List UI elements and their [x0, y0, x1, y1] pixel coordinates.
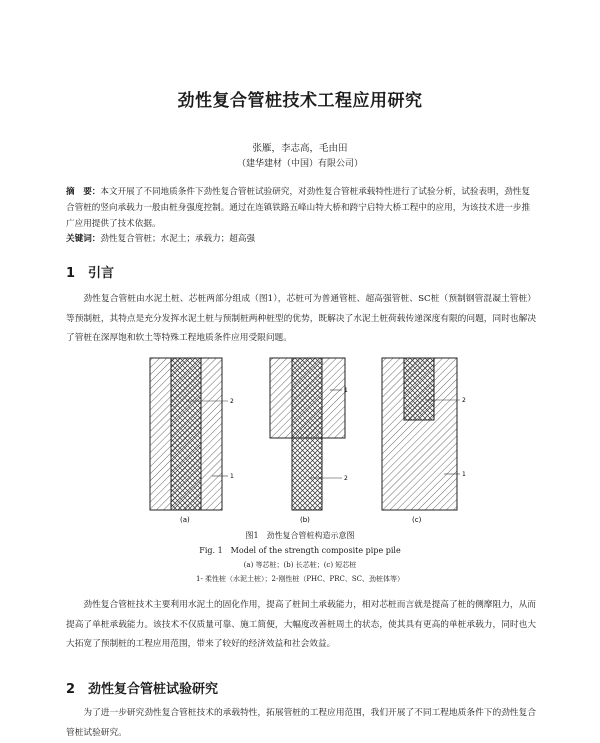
section-1-heading [66, 262, 114, 281]
paper-authors: 张雁，李志高，毛由田 [252, 143, 348, 154]
keywords-text: 劲性复合管桩；水泥土；承载力；超高强 [100, 234, 256, 244]
abstract-text: 本文开展了不同地质条件下劲性复合管桩试验研究，对劲性复合管桩承载特性进行了试验分析，试验表明，劲性复合管桩的竖向承载力一般由桩身强度控制。通过在连镇铁路五峰山特大桥和跨宁启特大桥工程中的应用，为该技术进一步推广应用提供了技术依据。 [66, 187, 531, 229]
core-pile-a [171, 358, 201, 510]
callout-2-b: 2 [344, 475, 348, 482]
abstract [66, 184, 536, 232]
section-2-heading [66, 678, 218, 697]
figure-1 [120, 348, 480, 526]
section-1-paragraph-2: 劲性复合管桩技术主要利用水泥土的固化作用，提高了桩间土承载能力，相对芯桩而言就是提高了桩的侧摩阻力，从而提高了单桩承载能力。该技术不仅质量可靠、施工简便，大幅度改善桩周土的状态，使其具有更高的单桩承载力，同时也大大拓宽了预制桩的工程应用范围，带来了较好的经济效益和社会效益。 [66, 600, 536, 649]
keywords [66, 232, 536, 244]
callout-2-c: 2 [462, 397, 466, 404]
callout-2-a: 2 [230, 398, 234, 405]
label-a: (a) [180, 516, 190, 524]
section-title: 引言 [88, 266, 115, 281]
section-2-paragraph-1: 为了进一步研究劲性复合管桩技术的承载特性，拓展管桩的工程应用范围，我们开展了不同工程地质条件下的劲性复合管桩试验研究。 [66, 708, 536, 738]
callout-1-b: 1 [344, 387, 348, 394]
section-number: 2 [66, 682, 76, 697]
keywords-label: 关键词： [66, 234, 101, 244]
core-pile-c [404, 358, 434, 420]
label-c: (c) [412, 516, 422, 524]
label-b: (b) [300, 516, 310, 524]
pile-diagram-c [382, 358, 466, 524]
callout-1-a: 1 [230, 473, 234, 480]
section-title: 劲性复合管桩试验研究 [88, 682, 219, 697]
figure-legend: 1- 柔性桩（水泥土桩）；2-刚性桩（PHC、PRC、SC、劲桩体等） [195, 575, 405, 583]
pile-diagram-b [270, 358, 348, 524]
callout-1-c: 1 [462, 471, 466, 478]
pile-diagram-a [150, 358, 234, 524]
abstract-label: 摘 要： [66, 187, 101, 197]
section-number: 1 [66, 266, 76, 281]
paper-title: 劲性复合管桩技术工程应用研究 [177, 91, 423, 111]
section-1-paragraph-1: 劲性复合管桩由水泥土桩、芯桩两部分组成（图1），芯桩可为普通管桩、超高强管桩、SC桩（预制钢管混凝土管桩）等预制桩，其特点是充分发挥水泥土桩与预制桩两种桩型的优势，既解决了水泥土桩荷载传递深度有限的问题，同时也解决了管桩在深厚饱和软土等特殊工程地质条件应用受限问题。 [66, 294, 536, 343]
core-pile-b [292, 358, 322, 510]
figure-caption-cn: 图1 劲性复合管桩构造示意图 [245, 531, 355, 540]
figure-caption-en: Fig. 1 Model of the strength composite pipe pile [199, 546, 401, 555]
paper-affiliation: （建华建材（中国）有限公司） [236, 159, 363, 169]
figure-subcaption: (a) 等芯桩；(b) 长芯桩；(c) 短芯桩 [243, 561, 357, 569]
